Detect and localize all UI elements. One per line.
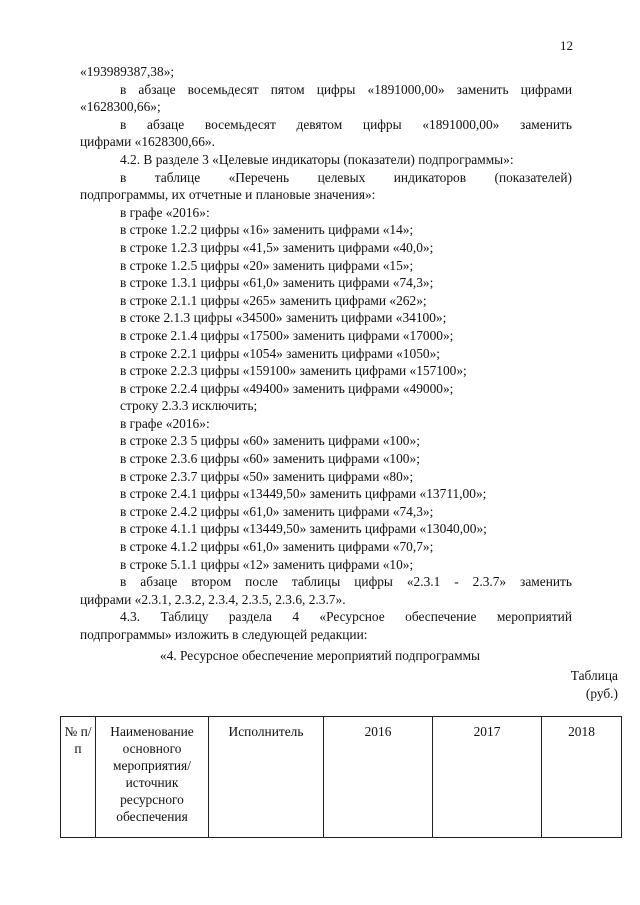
text-line: в строке 2.1.1 цифры «265» заменить цифрами «262»; xyxy=(120,292,427,308)
document-body xyxy=(80,63,572,644)
text-line: в строке 1.2.3 цифры «41,5» заменить цифрами «40,0»; xyxy=(120,239,434,255)
text-line: в строке 1.2.5 цифры «20» заменить цифрами «15»; xyxy=(120,257,414,273)
text-line: подпрограммы, их отчетные и плановые значения»: xyxy=(80,187,376,203)
text-line: в строке 2.3.6 цифры «60» заменить цифрами «100»; xyxy=(120,451,420,467)
text-line: 4.2. В разделе 3 «Целевые индикаторы (показатели) подпрограммы»: xyxy=(120,151,514,167)
text-line: «193989387,38»; xyxy=(80,64,175,79)
text-line: в строке 1.3.1 цифры «61,0» заменить цифрами «74,3»; xyxy=(120,275,434,291)
text-line: в строке 2.1.4 цифры «17500» заменить цифрами «17000»; xyxy=(120,327,454,343)
text-line: в строке 4.1.2 цифры «61,0» заменить цифрами «70,7»; xyxy=(120,539,434,555)
text-line: в строке 2.3 5 цифры «60» заменить цифрами «100»; xyxy=(120,433,420,449)
section-heading: «4. Ресурсное обеспечение мероприятий подпрограммы xyxy=(159,648,481,663)
table-header-row xyxy=(61,717,622,838)
text-line: «1628300,66»; xyxy=(80,99,161,115)
text-line: в таблице «Перечень целевых индикаторов (показателей) xyxy=(120,169,572,185)
text-line: в графе «2016»: xyxy=(120,204,210,220)
text-line: в строке 2.4.1 цифры «13449,50» заменить цифрами «13711,00»; xyxy=(120,486,487,502)
text-line: в строке 5.1.1 цифры «12» заменить цифрами «10»; xyxy=(120,556,414,572)
header-cell-number: № п/п xyxy=(61,717,96,838)
text-line: подпрограммы» изложить в следующей редакции: xyxy=(80,627,368,642)
text-line: в абзаце восемьдесят девятом цифры «1891000,00» заменить xyxy=(120,116,572,132)
text-line: в строке 1.2.2 цифры «16» заменить цифрами «14»; xyxy=(120,222,414,238)
text-line: в абзаце втором после таблицы цифры «2.3.1 - 2.3.7» заменить xyxy=(120,574,572,590)
text-line: в графе «2016»: xyxy=(120,415,210,431)
header-cell-2017: 2017 xyxy=(433,717,542,838)
header-cell-executor: Исполнитель xyxy=(209,717,324,838)
table-caption xyxy=(540,667,618,702)
header-cell-name: Наименование основного мероприятия/ источник ресурсного обеспечения xyxy=(96,717,209,838)
header-cell-2018: 2018 xyxy=(542,717,622,838)
text-line: строку 2.3.3 исключить; xyxy=(120,398,258,414)
text-line: в строке 2.2.4 цифры «49400» заменить цифрами «49000»; xyxy=(120,380,454,396)
table-caption-title: Таблица xyxy=(570,668,618,683)
text-line: в строке 2.3.7 цифры «50» заменить цифрами «80»; xyxy=(120,468,414,484)
text-line: цифрами «2.3.1, 2.3.2, 2.3.4, 2.3.5, 2.3.6, 2.3.7». xyxy=(80,591,346,607)
text-line: в стоке 2.1.3 цифры «34500» заменить цифрами «34100»; xyxy=(120,310,447,326)
text-line: 4.3. Таблицу раздела 4 «Ресурсное обеспечение мероприятий xyxy=(120,609,572,625)
table-caption-unit: (руб.) xyxy=(585,685,618,701)
text-line: в строке 2.4.2 цифры «61,0» заменить цифрами «74,3»; xyxy=(120,503,434,519)
text-line: в абзаце восемьдесят пятом цифры «1891000,00» заменить цифрами xyxy=(120,81,572,97)
text-line: в строке 2.2.3 цифры «159100» заменить цифрами «157100»; xyxy=(120,363,467,379)
text-line: в строке 2.2.1 цифры «1054» заменить цифрами «1050»; xyxy=(120,345,440,361)
resource-table xyxy=(60,716,622,838)
header-cell-2016: 2016 xyxy=(324,717,433,838)
page-number: 12 xyxy=(560,38,573,53)
text-line: цифрами «1628300,66». xyxy=(80,134,215,150)
text-line: в строке 4.1.1 цифры «13449,50» заменить цифрами «13040,00»; xyxy=(120,521,487,537)
